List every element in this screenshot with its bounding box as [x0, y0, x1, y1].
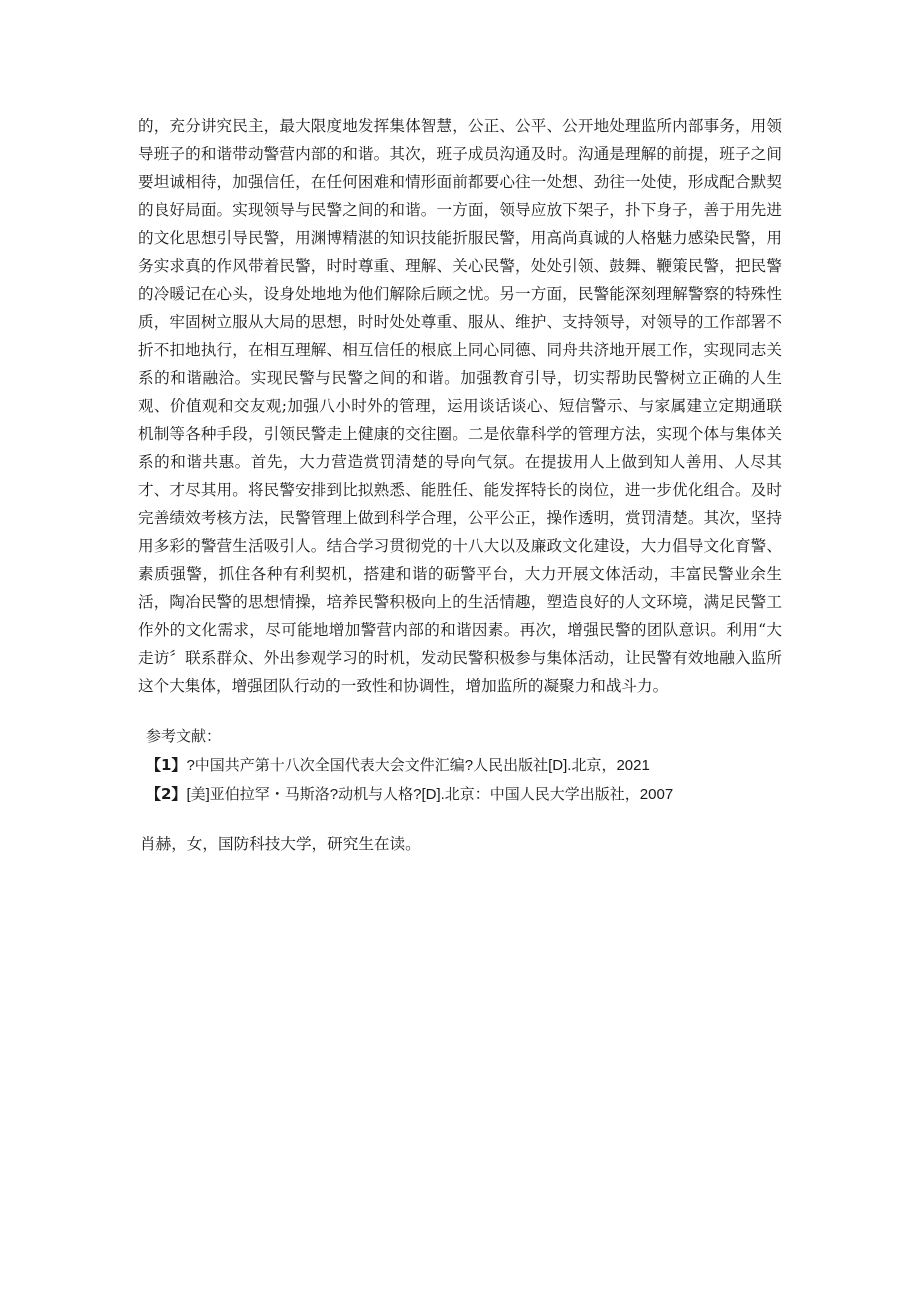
references-heading: 参考文献：: [146, 727, 222, 745]
references-section: [146, 722, 786, 809]
reference-number: 【1】: [146, 756, 187, 774]
body-paragraph: 的，充分讲究民主，最大限度地发挥集体智慧，公正、公平、公开地处理监所内部事务，用领导班子的和谐带动警营内部的和谐。其次，班子成员沟通及时。沟通是理解的前提，班子之间要坦诚相待，加强信任，在任何困难和情形面前都要心往一处想、劲往一处使，形成配合默契的良好局面。实现领导与民警之间的和谐。一方面，领导应放下架子，扑下身子，善于用先进的文化思想引导民警，用渊博精湛的知识技能折服民警，用高尚真诚的人格魅力感染民警，用务实求真的作风带着民警，时时尊重、理解、关心民警，处处引领、鼓舞、鞭策民警，把民警的冷暖记在心头，设身处地地为他们解除后顾之忧。另一方面，民警能深刻理解警察的特殊性质，牢固树立服从大局的思想，时时处处尊重、服从、维护、支持领导，对领导的工作部署不折不扣地执行，在相互理解、相互信任的根底上同心同德、同舟共济地开展工作，实现同志关系的和谐融洽。实现民警与民警之间的和谐。加强教育引导，切实帮助民警树立正确的人生观、价值观和交友观;加强八小时外的管理，运用谈话谈心、短信警示、与家属建立定期通联机制等各种手段，引领民警走上健康的交往圈。二是依靠科学的管理方法，实现个体与集体关系的和谐共惠。首先，大力营造赏罚清楚的导向气氛。在提拔用人上做到知人善用、人尽其才、才尽其用。将民警安排到比拟熟悉、能胜任、能发挥特长的岗位，进一步优化组合。及时完善绩效考核方法，民警管理上做到科学合理，公平公正，操作透明，赏罚清楚。其次，坚持用多彩的警营生活吸引人。结合学习贯彻党的十八大以及廉政文化建设，大力倡导文化育警、素质强警，抓住各种有利契机，搭建和谐的砺警平台，大力开展文体活动，丰富民警业余生活，陶冶民警的思想情操，培养民警积极向上的生活情趣，塑造良好的人文环境，满足民警工作外的文化需求，尽可能地增加警营内部的和谐因素。再次，增强民警的团队意识。利用“大走访〞联系群众、外出参观学习的时机，发动民警积极参与集体活动，让民警有效地融入监所这个大集体，增强团队行动的一致性和协调性，增加监所的凝聚力和战斗力。: [138, 117, 782, 695]
reference-text: ?中国共产第十八次全国代表大会文件汇编?人民出版社[D].北京，2021: [186, 757, 650, 774]
author-note: 肖赫，女，国防科技大学，研究生在读。: [140, 835, 421, 853]
reference-item: [146, 751, 786, 780]
reference-text: [美]亚伯拉罕・马斯洛?动机与人格?[D].北京：中国人民大学出版社，2007: [186, 786, 674, 803]
reference-item: [146, 780, 786, 809]
reference-number: 【2】: [146, 785, 187, 803]
